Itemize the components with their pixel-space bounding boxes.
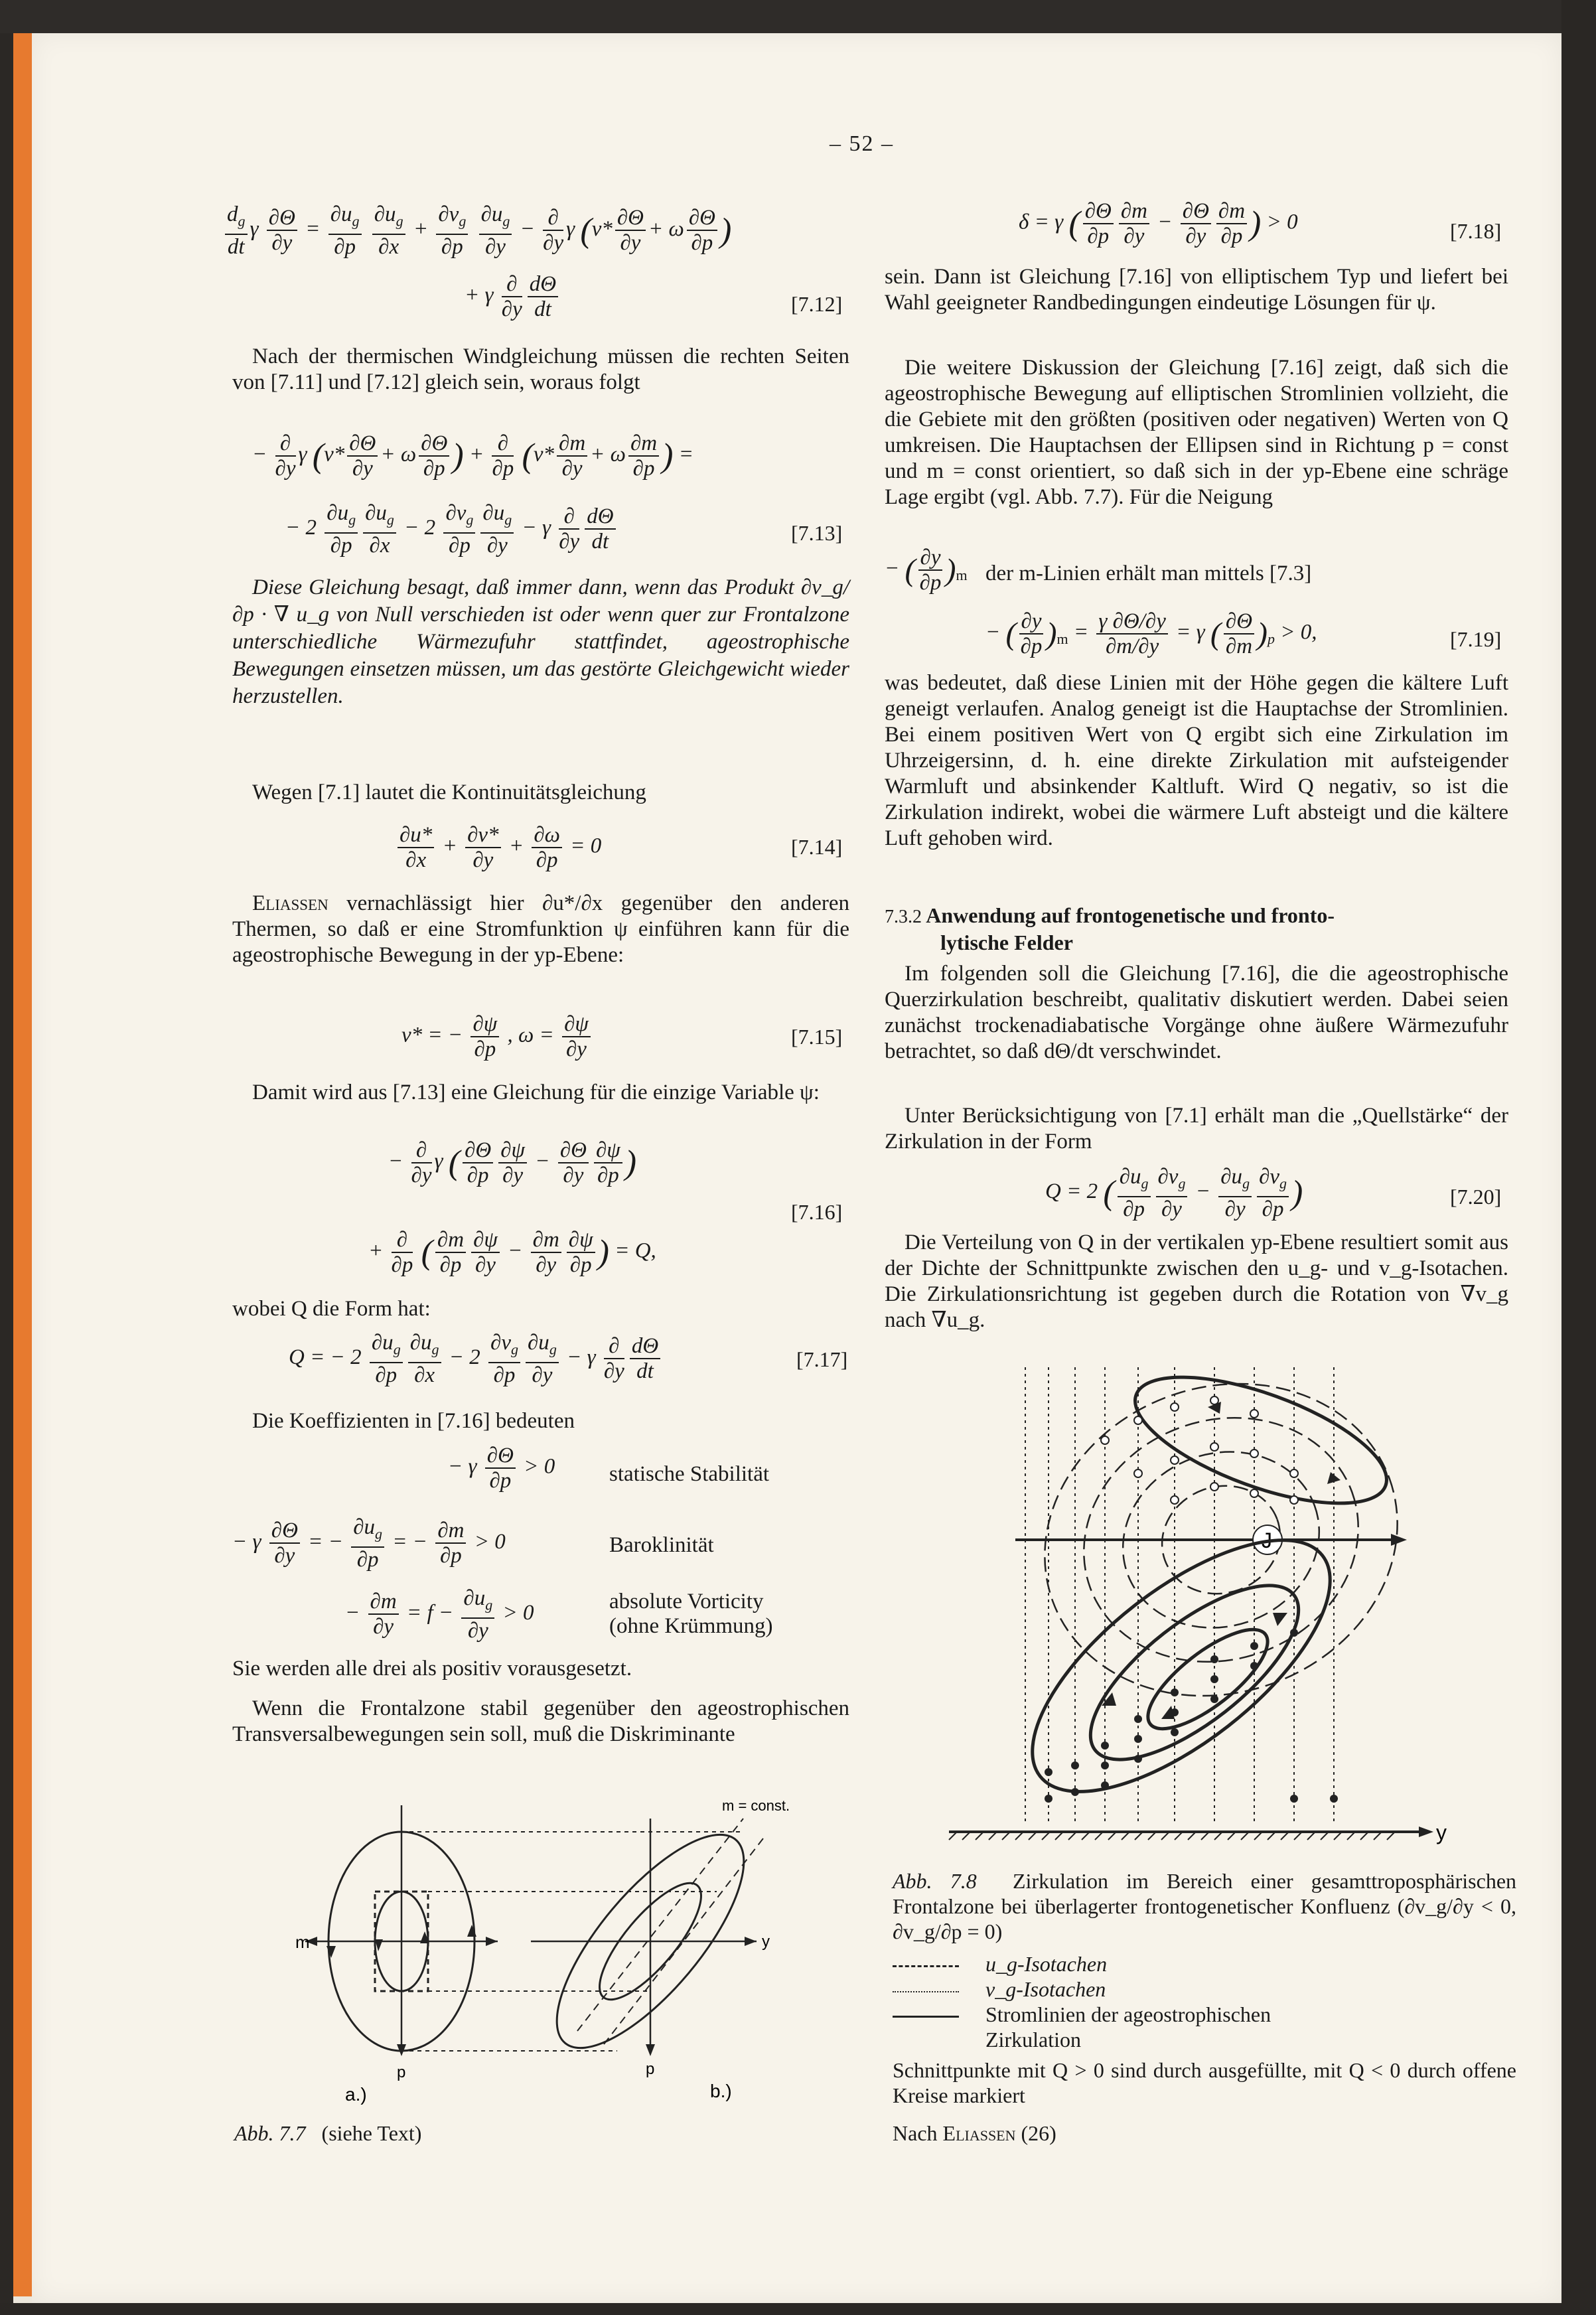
fig77b-mconst-line	[577, 1819, 743, 2031]
fig77-label-mconst: m = const.	[722, 1797, 790, 1814]
paragraph-text: Nach der thermischen Windgleichung müssen die rechten Seiten von [7.11] und [7.12] gleich sein, woraus folgt	[232, 344, 849, 394]
paragraph-text: was bedeutet, daß diese Linien mit der Höhe gegen die kältere Luft geneigt verlaufen. Analog geneigt ist die Hauptachse der Stromlinien. Bei einem positiven Wert von Q ergibt sich eine Zirkulation im Uhrzeigersinn, d. h. eine direkte Zirkulation mit aufsteigender Warmluft und absinkender Kaltluft. Wird Q negativ, so ist die Zirkulation indirekt, wobei die wärmere Luft absteigt und die kältere Luft gehoben wird.	[885, 671, 1508, 850]
paragraph-text: Die Koeffizienten in [7.16] bedeuten	[252, 1409, 575, 1433]
scan-right-border	[1561, 0, 1596, 2315]
fig78-label-J: J	[1262, 1529, 1272, 1552]
figure-7-8-caption	[893, 1868, 1516, 1944]
figure-7-8	[942, 1361, 1473, 1858]
paragraph	[232, 344, 849, 396]
paragraph	[232, 891, 849, 968]
legend-ug-line	[893, 1965, 959, 1967]
eq-7-13-line2: − 2 $\frac{\partial u_g}{\partial p}$ $\frac{\partial u_g}{\partial x}$ − 2 $\frac{\partial v_g}{\partial p}$ $\frac{\partial u_g}{\partial y}$ − γ $\frac{\partial}{\partial y}$ $\frac{d\Theta}{dt}$	[285, 501, 618, 558]
paragraph-text: Wenn die Frontalzone stabil gegenüber den ageostrophischen Transversalbewegungen sein soll, muß die Diskriminante	[232, 1696, 849, 1746]
paragraph-text: Wegen [7.1] lautet die Kontinuitätsgleichung	[252, 781, 646, 804]
coef3-label	[609, 1590, 773, 1639]
page-number: – 52 –	[830, 131, 894, 156]
paragraph-text: Die weitere Diskussion der Gleichung [7.16] zeigt, daß sich die ageostrophische Bewegung auf elliptischen Stromlinien vollzieht, die die Gebiete mit den größten (positiven oder negativen) Werten von Q umkreisen. Die Hauptachsen der Ellipsen sind in Richtung p = const und m = const orientiert, so daß sich in der yp-Ebene eine schräge Lage ergibt (vgl. Abb. 7.7). Für die Neigung	[885, 356, 1508, 509]
paragraph	[232, 1296, 849, 1322]
fig77-label-a: a.)	[345, 2084, 367, 2105]
fig78-legend	[893, 1951, 1271, 2052]
fig77-label-p-b: p	[646, 2060, 655, 2078]
author-name: Eliassen	[252, 891, 328, 915]
scan-top-border	[0, 0, 1596, 33]
paragraph-text: sein. Dann ist Gleichung [7.16] von elliptischem Typ und liefert bei Wahl geeigneter Randbedingungen eindeutige Lösungen für ψ.	[885, 265, 1508, 315]
eq-7-12-line2: + γ $\frac{\partial}{\partial y}$ $\frac{d\Theta}{dt}$	[465, 272, 561, 321]
eq-number: [7.13]	[791, 521, 843, 545]
legend-vg-label: v_g-Isotachen	[985, 1977, 1106, 2001]
coef3-label-line1: absolute Vorticity	[609, 1590, 764, 1613]
paragraph	[885, 961, 1508, 1065]
paragraph	[232, 1080, 849, 1106]
eq-number: [7.12]	[791, 292, 843, 316]
scan-edge	[0, 0, 13, 2315]
eq-7-18: δ = γ ( $\frac{\partial\Theta}{\partial p}$ $\frac{\partial m}{\partial y}$ − $\frac{\partial\Theta}{\partial y}$ $\frac{\partial m}{\partial p}$ ) > 0	[1019, 199, 1298, 248]
fig78-source	[893, 2121, 1056, 2146]
source-prefix: Nach	[893, 2121, 938, 2145]
caption-abb: Abb. 7.8	[893, 1869, 977, 1893]
section-heading	[885, 903, 1335, 955]
eq-number: [7.17]	[796, 1347, 848, 1371]
eq-7-12-line1: $\frac{d_g}{dt}$ γ $\frac{\partial\Theta}{\partial y}$ = $\frac{\partial u_g}{\partial p}$ $\frac{\partial u_g}{\partial x}$ + $\frac{\partial v_g}{\partial p}$ $\frac{\partial u_g}{\partial y}$ − $\frac{\partial}{\partial y}$ γ (v* $\frac{\partial\Theta}{\partial y}$ + ω $\frac{\partial\Theta}{\partial p}$ )	[222, 202, 731, 259]
scan-bottom-border	[0, 2303, 1596, 2315]
paragraph	[885, 355, 1508, 510]
section-title-line2: lytische Felder	[940, 931, 1073, 954]
eq-7-17: Q = − 2 $\frac{\partial u_g}{\partial p}$ $\frac{\partial u_g}{\partial x}$ − 2 $\frac{\partial v_g}{\partial p}$ $\frac{\partial u_g}{\partial y}$ − γ $\frac{\partial}{\partial y}$ $\frac{d\Theta}{dt}$	[289, 1331, 663, 1387]
paragraph-text: vernachlässigt hier ∂u*/∂x gegenüber den anderen Thermen, so daß er eine Stromfunktion ψ einführen kann für die ageostrophische Bewegung in der yp-Ebene:	[232, 891, 849, 967]
paragraph-text: wobei Q die Form hat:	[232, 1297, 431, 1321]
eq-number: [7.16]	[791, 1200, 843, 1224]
paragraph	[885, 1230, 1508, 1333]
paragraph-text: Im folgenden soll die Gleichung [7.16], die die ageostrophische Querzirkulation beschreibt, qualitativ diskutiert werden. Dabei seien zunächst trockenadiabatische Vorgänge ohne äußere Wärmezufuhr betrachtet, so daß dΘ/dt verschwindet.	[885, 962, 1508, 1063]
eq-7-20: Q = 2 ( $\frac{\partial u_g}{\partial p}$ $\frac{\partial v_g}{\partial y}$ − $\frac{\partial u_g}{\partial y}$ $\frac{\partial v_g}{\partial p}$ )	[1045, 1165, 1303, 1221]
fig77-label-b: b.)	[710, 2081, 732, 2101]
section-number: 7.3.2	[885, 907, 922, 927]
fig78-note: Schnittpunkte mit Q > 0 sind durch ausgefüllte, mit Q < 0 durch offene Kreise markiert	[893, 2058, 1516, 2107]
paragraph-text: Sie werden alle drei als positiv vorausgesetzt.	[232, 1657, 632, 1680]
coef2-eq: − γ $\frac{\partial\Theta}{\partial y}$ = − $\frac{\partial u_g}{\partial p}$ = − $\frac{\partial m}{\partial p}$ > 0	[232, 1515, 506, 1572]
source-ref: (26)	[1021, 2121, 1056, 2145]
caption-abb: Abb. 7.7	[234, 2121, 306, 2145]
eq-number: [7.14]	[791, 835, 843, 859]
paragraph	[232, 1656, 849, 1682]
legend-vg	[893, 1977, 1271, 2002]
coef1-eq: − γ $\frac{\partial\Theta}{\partial p}$ > 0	[448, 1444, 555, 1493]
eq-number: [7.19]	[1450, 627, 1502, 651]
fig77-label-y: y	[762, 1933, 770, 1951]
eq-7-16-line2: + $\frac{\partial}{\partial p}$ ( $\frac{\partial m}{\partial p}$ $\frac{\partial\psi}{\partial y}$ − $\frac{\partial m}{\partial y}$ $\frac{\partial\psi}{\partial p}$ ) = Q,	[368, 1228, 656, 1277]
eq-number: [7.18]	[1450, 219, 1502, 243]
paragraph	[885, 264, 1508, 316]
legend-stream-label: Stromlinien der ageostrophischen	[985, 2002, 1271, 2026]
italic-paragraph	[232, 574, 849, 710]
paragraph	[885, 1103, 1508, 1155]
legend-stream-label-2: Zirkulation	[985, 2028, 1081, 2052]
coef1-label: statische Stabilität	[609, 1462, 770, 1486]
eq-7-19: − ( $\frac{\partial y}{\partial p}$ )$_m$ = $\frac{\gamma \partial\Theta/\partial y}{\partial m/\partial y}$ = γ ( $\frac{\partial\Theta}{\partial m}$ )$_p > 0$,	[985, 609, 1317, 658]
paragraph	[885, 670, 1508, 852]
paragraph-text: Die Verteilung von Q in der vertikalen yp-Ebene resultiert somit aus der Dichte der Schnittpunkte zwischen den u_g- und v_g-Isotachen. Die Zirkulationsrichtung ist gegeben durch die Rotation von ∇v_g nach ∇u_g.	[885, 1231, 1508, 1332]
eq-number: [7.20]	[1450, 1185, 1502, 1209]
paragraph-text: Damit wird aus [7.13] eine Gleichung für die einzige Variable ψ:	[252, 1081, 820, 1104]
eq-7-15: v* = − $\frac{\partial\psi}{\partial p}$ , ω = $\frac{\partial\psi}{\partial y}$	[401, 1012, 593, 1061]
coef2-label: Baroklinität	[609, 1533, 714, 1557]
eq-7-16-line1: − $\frac{\partial}{\partial y}$ γ ( $\frac{\partial\Theta}{\partial p}$ $\frac{\partial\psi}{\partial y}$ − $\frac{\partial\Theta}{\partial y}$ $\frac{\partial\psi}{\partial p}$ )	[388, 1138, 637, 1187]
legend-ug-label: u_g-Isotachen	[985, 1952, 1108, 1976]
paragraph-text: Unter Berücksichtigung von [7.1] erhält man die „Quellstärke“ der Zirkulation in der Form	[885, 1104, 1508, 1154]
eq-number: [7.15]	[791, 1025, 843, 1049]
fig77-label-m: m	[295, 1932, 310, 1952]
section-title-line1: Anwendung auf frontogenetische und fronto-	[926, 903, 1335, 927]
eq-7-14: $\frac{\partial u*}{\partial x}$ + $\frac{\partial v*}{\partial y}$ + $\frac{\partial\omega}{\partial p}$ = 0	[395, 823, 601, 872]
legend-vg-line	[893, 1991, 959, 1992]
neigung-eq: − ( $\frac{\partial y}{\partial p}$ )$_m$	[885, 546, 968, 595]
legend-stream	[893, 2002, 1271, 2027]
fig77-label-p-a: p	[397, 2063, 406, 2081]
italic-paragraph-text: Diese Gleichung besagt, daß immer dann, wenn das Produkt ∂v_g/∂p · ∇ u_g von Null verschieden ist oder wenn quer zur Frontalzone unterschiedliche Wärmezufuhr stattfindet, ageostrophische Bewegungen einsetzen müssen, um das gestörte Gleichgewicht wieder herzustellen.	[232, 575, 849, 708]
figure-7-7	[279, 1792, 823, 2111]
neigung-text: der m-Linien erhält man mittels [7.3]	[985, 561, 1312, 585]
paragraph	[232, 780, 849, 806]
coef3-eq: − $\frac{\partial m}{\partial y}$ = f − $\frac{\partial u_g}{\partial y}$ > 0	[345, 1586, 534, 1643]
book-edge	[13, 33, 32, 2296]
legend-ug	[893, 1951, 1271, 1977]
legend-stream-line	[893, 2016, 959, 2018]
caption-text: Zirkulation im Bereich einer gesamttroposphärischen Frontalzone bei überlagerter frontogenetischer Konfluenz (∂v_g/∂y < 0, ∂v_g/∂p = 0)	[893, 1869, 1517, 1943]
caption-text: (siehe Text)	[321, 2121, 422, 2145]
figure-7-7-caption	[234, 2121, 421, 2146]
paragraph	[232, 1696, 849, 1748]
fig78-label-y: y	[1436, 1821, 1447, 1844]
eq-7-13-line1: − $\frac{\partial}{\partial y}$ γ (v* $\frac{\partial\Theta}{\partial y}$ + ω $\frac{\partial\Theta}{\partial p}$ ) + $\frac{\partial}{\partial p}$ (v* $\frac{\partial m}{\partial y}$ + ω $\frac{\partial m}{\partial p}$ ) =	[252, 431, 693, 481]
paragraph	[232, 1408, 849, 1434]
source-author: Eliassen	[942, 2121, 1016, 2145]
coef3-label-line2: (ohne Krümmung)	[609, 1614, 773, 1638]
